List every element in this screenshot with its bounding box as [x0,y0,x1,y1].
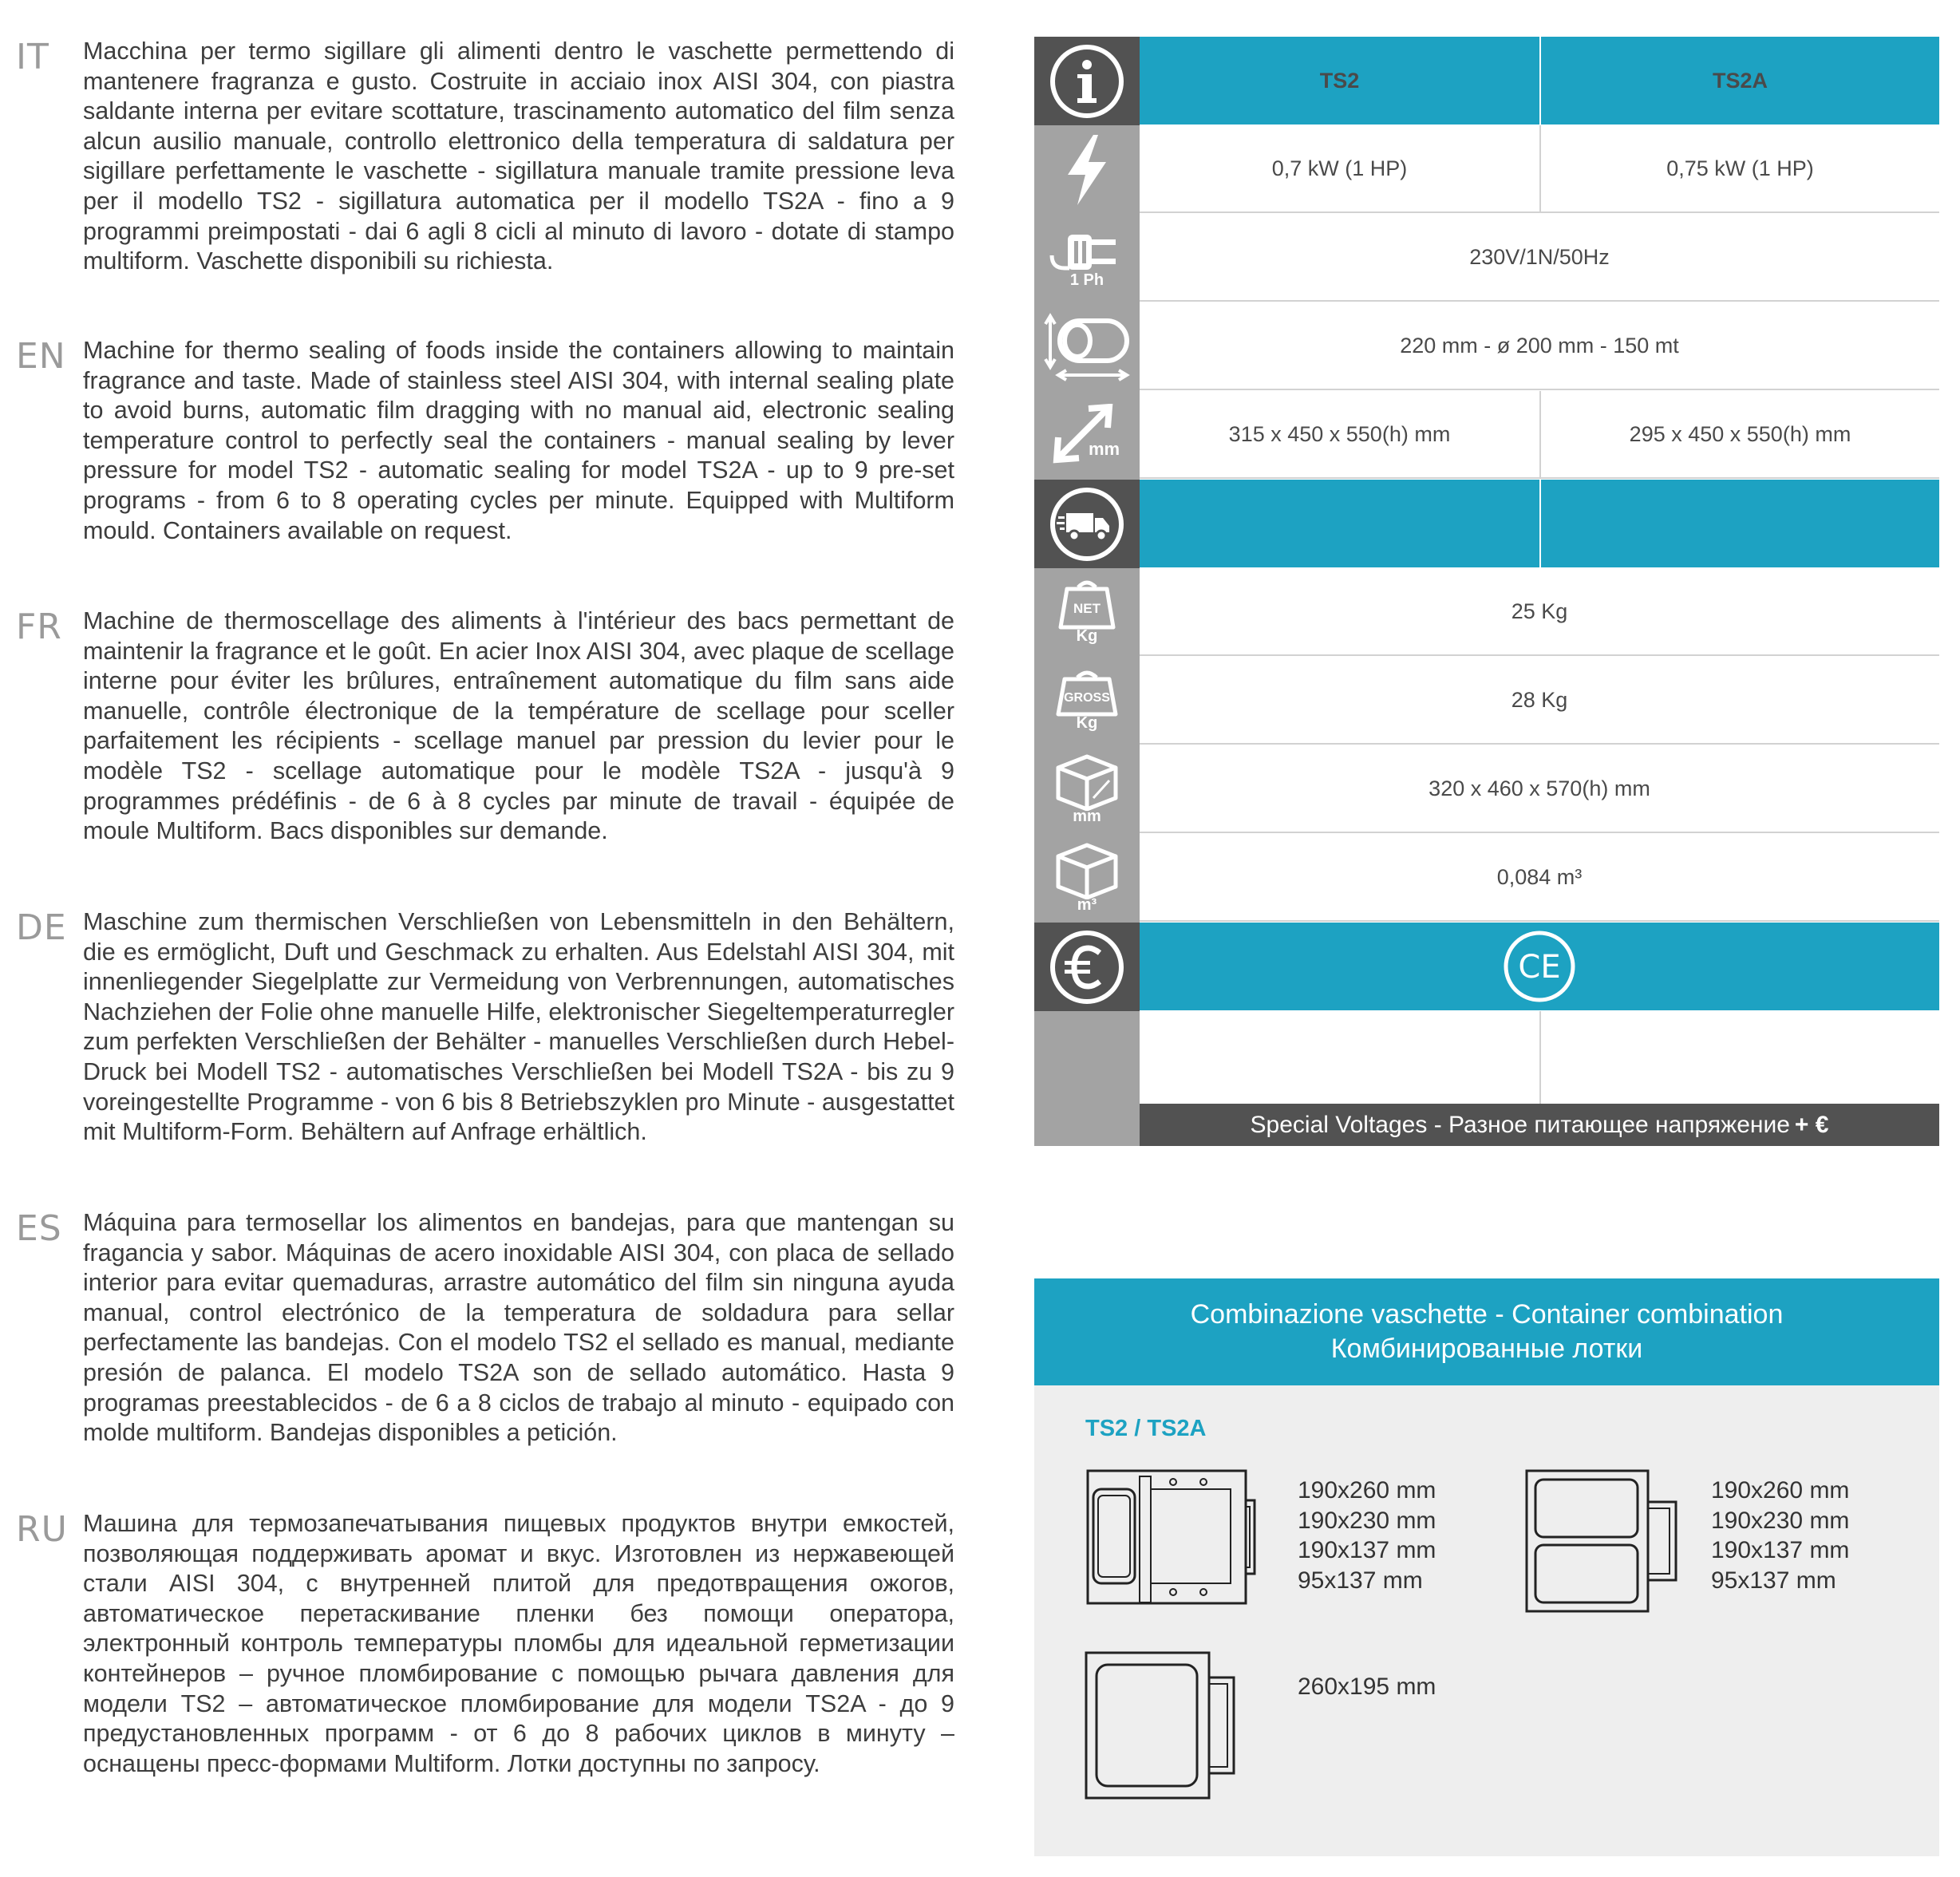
voltage-value: 230V/1N/50Hz [1140,214,1939,302]
combination-title-ru: Комбинированные лотки [1330,1334,1643,1364]
voltage-row [1034,214,1939,302]
dimensions-ts2: 315 x 450 x 550(h) mm [1140,391,1539,479]
dimensions-ts2a: 295 x 450 x 550(h) mm [1539,391,1939,479]
box-dimensions-icon [1034,745,1140,834]
power-row [1034,125,1939,213]
model-ts2a-header: TS2A [1539,37,1939,124]
delivery-row [1034,480,1939,567]
ce-mark-icon [1501,928,1578,1005]
size-item: 190x137 mm [1711,1537,1850,1563]
film-row [1034,302,1939,390]
ce-mark-cell [1140,923,1939,1010]
plug-icon [1034,214,1140,302]
film-value: 220 mm - ø 200 mm - 150 mt [1140,302,1939,390]
delivery-ts2 [1140,480,1539,567]
mm-unit: mm [1089,438,1120,459]
power-ts2: 0,7 kW (1 HP) [1140,125,1539,213]
net-label: NET [1073,601,1101,616]
language-code: FR [16,607,62,647]
description-text: Машина для термозапечатывания пищевых продуктов внутри емкостей, позволяющая поддерживать аромат и вкус. Изготовлен из нержавеющей стали AISI 304, с внутренней плитой для предотвращения ожогов, автоматическое перетаскивание пленки без помощи оператора, электронный контроль температуры пломбы для идеальной герметизации контейнеров – ручное пломбирование с помощью рычага давления для модели TS2 – автоматическое пломбирование для модели TS2A - до 9 предустановленных программ - от 6 до 8 рабочих циклов в минуту – оснащены пресс-формами Multiform. Лотки доступны по запросу. [83,1510,954,1777]
container-combination-panel [1034,1278,1939,1856]
lightning-icon [1034,125,1140,214]
spec-table [1034,37,1939,1146]
size-item: 95x137 mm [1298,1567,1423,1594]
kg-label: Kg [1076,714,1098,732]
mm-label: mm [1073,808,1101,825]
size-item: 190x137 mm [1298,1537,1436,1563]
m3-label: m³ [1077,896,1097,914]
delivery-ts2a [1539,480,1939,567]
description-text: Macchina per termo sigillare gli alimenti dentro le vaschette permettendo di mantenere fragranza e gusto. Costruite in acciaio inox AISI 304, con piastra saldante interna per evitare scottature, trascinamento automatico del film senza alcun ausilio manuale, controllo elettronico della temperatura di saldatura per sigillare perfettamente le vaschette - sigillatura manuale tramite pressione leva per il modello TS2 - sigillatura automatica per il modello TS2A - fino a 9 programmi preimpostati - dai 6 agli 8 cicli al minuto di lavoro - dotate di stampo multiform. Vaschette disponibili su richiesta. [83,38,954,275]
footer-spacer [1034,1104,1140,1146]
net-weight-icon [1034,568,1140,657]
size-item: 260x195 mm [1298,1673,1436,1700]
language-code: RU [16,1509,68,1550]
power-ts2a: 0,75 kW (1 HP) [1539,125,1939,213]
language-code: EN [16,336,66,377]
description-text: Maschine zum thermischen Verschließen von Lebensmitteln in den Behältern, die es ermöglicht, Duft und Geschmack zu erhalten. Aus Edelstahl AISI 304, mit innenliegender Siegelplatte zur Vermeidung von Verbrennungen, automatisches Nachziehen der Folie ohne manuelle Hilfe, elektronischer Siegeltemperaturregler zum perfekten Verschließen der Behälter - manuelles Verschließen durch Hebel-Druck bei Modell TS2 - automatisches Verschließen bei Modell TS2A - bis zu 9 voreingestellte Programme - von 6 bis 8 Betriebszyklen pro Minute - ausgestattet mit Multiform-Form. Behältern auf Anfrage erhältlich. [83,908,954,1146]
special-voltages-text: Special Voltages - Разное питающее напряжение [1250,1111,1790,1138]
size-item: 190x230 mm [1298,1507,1436,1534]
multiform-tray-diagram-a [1085,1468,1256,1609]
volume-value: 0,084 m³ [1140,834,1939,922]
price-ts2a [1539,1011,1939,1104]
phase-label: 1 Ph [1069,271,1104,289]
price-ts2 [1140,1011,1539,1104]
size-item: 190x260 mm [1298,1477,1436,1504]
description-text: Machine de thermoscellage des aliments à l'intérieur des bacs permettant de maintenir la fragrance et le goût. En acier Inox AISI 304, avec plaque de scellage interne pour éviter les brûlures, entraînement automatique du film sans aide manuelle, contrôle électronique de la température de scellage pour sceller parfaitement les récipients - scellage manuel par pression du levier pour le modèle TS2 - scellage automatique pour le modèle TS2A - jusqu'à 9 programmes prédéfinis - de 6 à 8 cycles par minute de travail - équipée de moule Multiform. Bacs disponibles sur demande. [83,607,954,845]
special-voltages-note [1140,1104,1939,1146]
language-code: IT [16,37,49,77]
price-row-spacer [1034,1011,1140,1104]
net-weight-row [1034,568,1939,656]
single-tray-diagram [1084,1650,1239,1802]
language-code: ES [16,1208,62,1249]
combination-header [1034,1278,1939,1385]
size-item: 190x260 mm [1711,1477,1850,1504]
gross-weight-icon [1034,657,1140,745]
packing-dimensions-value: 320 x 460 x 570(h) mm [1140,745,1939,833]
spec-header-row [1034,37,1939,124]
dimensions-arrow-icon [1034,391,1140,480]
gross-label: GROSS [1064,691,1110,705]
delivery-truck-icon [1034,480,1140,568]
dimensions-row [1034,391,1939,479]
price-values-row [1034,1011,1939,1104]
combination-title: Combinazione vaschette - Container combination [1190,1299,1784,1330]
description-text: Máquina para termosellar los alimentos en bandejas, para que mantengan su fragancia y sabor. Máquinas de acero inoxidable AISI 304, con placa de sellado interior para evitar quemaduras, arrastre automático del film sin ninguna ayuda manual, control electrónico de la temperatura de soldadura para sellar perfectamente las bandejas. Con el modelo TS2 el sellado es manual, mediante presión de palanca. El modelo TS2A son de sellado automático. Hasta 9 programas preestablecidos - de 6 a 8 ciclos de trabajo al minuto - equipado con molde multiform. Bandejas disponibles a petición. [83,1209,954,1447]
box-volume-icon [1034,834,1140,923]
combination-model: TS2 / TS2A [1085,1416,1207,1441]
special-voltages-price: + € [1794,1111,1829,1138]
combination-sizes-a [1298,1476,1436,1595]
gross-weight-row [1034,657,1939,745]
net-weight-value: 25 Kg [1140,568,1939,656]
size-item: 95x137 mm [1711,1567,1836,1594]
combination-sizes-b [1711,1476,1849,1595]
double-tray-diagram [1524,1468,1679,1615]
model-ts2-header: TS2 [1140,37,1539,124]
info-icon [1034,37,1140,125]
euro-icon [1034,923,1140,1011]
combination-sizes-c [1298,1672,1436,1702]
price-row [1034,923,1939,1010]
description-text: Machine for thermo sealing of foods inside the containers allowing to maintain fragrance and taste. Made of stainless steel AISI 304, with internal sealing plate to avoid burns, automatic film dragging with no manual aid, electronic sealing temperature control to perfectly seal the containers - manual sealing by lever pressure for model TS2 - automatic sealing for model TS2A - up to 9 pre-set programs - from 6 to 8 operating cycles per minute. Equipped with Multiform mould. Containers available on request. [83,337,954,544]
film-roll-icon [1034,302,1140,391]
volume-row [1034,834,1939,922]
gross-weight-value: 28 Kg [1140,657,1939,745]
kg-label: Kg [1076,627,1098,645]
size-item: 190x230 mm [1711,1507,1850,1534]
packing-dimensions-row [1034,745,1939,833]
language-code: DE [16,907,67,948]
ce-text: CE [1518,949,1561,986]
